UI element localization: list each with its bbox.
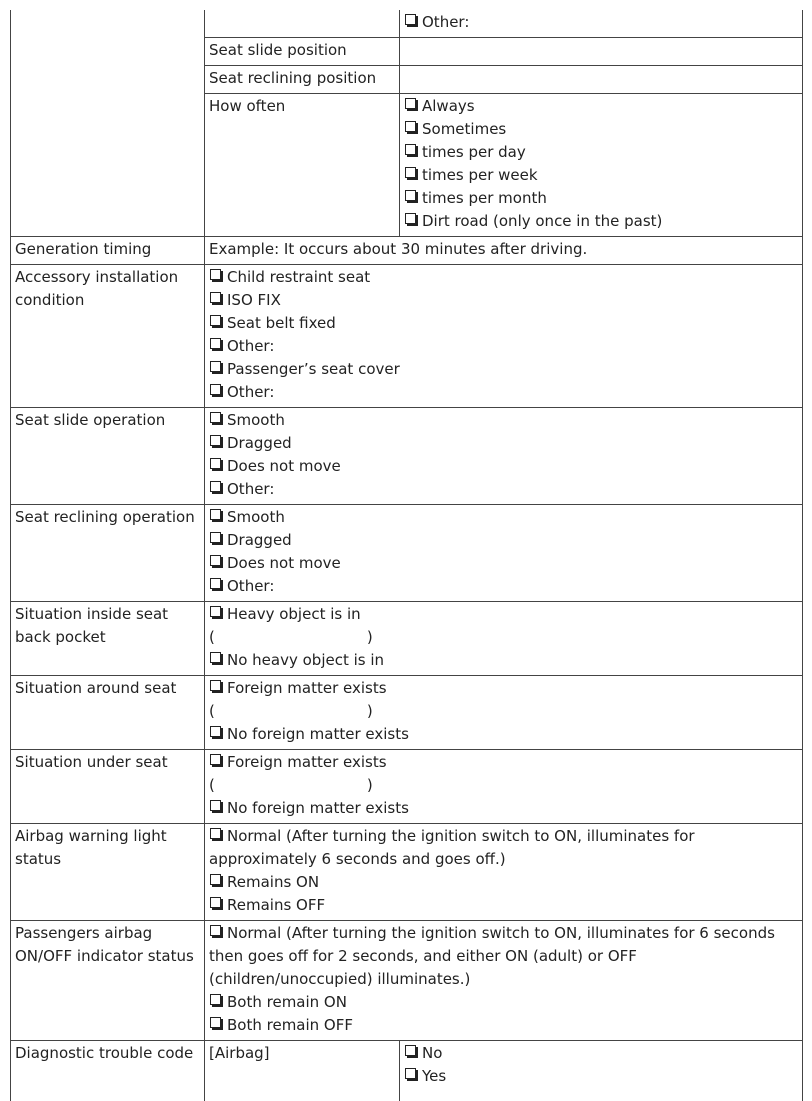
checkbox-icon[interactable] bbox=[210, 555, 221, 566]
checkbox-icon[interactable] bbox=[405, 1045, 416, 1056]
passenger-airbag-row bbox=[11, 921, 803, 1041]
passenger-airbag-label: Passengers airbag ON/OFF indicator status bbox=[11, 921, 205, 1041]
option-normal: Normal (After turning the ignition switch to ON, illuminates for 6 seconds then goes off for 2 seconds, and either ON (adult) or OFF (children/unoccupied) illuminates.) bbox=[209, 924, 775, 988]
detail-parenthesis[interactable]: ( ) bbox=[209, 700, 798, 723]
option-no-heavy-object: No heavy object is in bbox=[227, 651, 384, 669]
option-foreign-matter-exists: Foreign matter exists bbox=[227, 679, 387, 697]
checkbox-icon[interactable] bbox=[210, 458, 221, 469]
checkbox-icon[interactable] bbox=[210, 1017, 221, 1028]
option-does-not-move: Does not move bbox=[227, 554, 341, 572]
option-heavy-object-in: Heavy object is in bbox=[227, 605, 361, 623]
checkbox-label: Other: bbox=[422, 13, 469, 31]
option-does-not-move: Does not move bbox=[227, 457, 341, 475]
checkbox-icon[interactable] bbox=[210, 269, 221, 280]
airbag-warning-row bbox=[11, 824, 803, 921]
option-other: Other: bbox=[227, 383, 274, 401]
detail-parenthesis[interactable]: ( ) bbox=[209, 626, 798, 649]
option-seat-belt-fixed: Seat belt fixed bbox=[227, 314, 336, 332]
checkbox-icon[interactable] bbox=[210, 435, 221, 446]
checkbox-icon[interactable] bbox=[405, 121, 416, 132]
seat-slide-position-value[interactable] bbox=[400, 38, 803, 66]
seat-usage-other-spacer bbox=[205, 10, 400, 38]
option-normal: Normal (After turning the ignition switch to ON, illuminates for approximately 6 seconds and goes off.) bbox=[209, 827, 695, 868]
seat-usage-other-cell bbox=[400, 10, 803, 38]
checkbox-icon[interactable] bbox=[210, 532, 221, 543]
checkbox-icon[interactable] bbox=[210, 925, 221, 936]
checkbox-icon[interactable] bbox=[210, 315, 221, 326]
checkbox-icon[interactable] bbox=[210, 680, 221, 691]
checkbox-icon[interactable] bbox=[405, 167, 416, 178]
accessory-label: Accessory installation condition bbox=[11, 265, 205, 408]
checkbox-icon[interactable] bbox=[405, 190, 416, 201]
option-both-remain-on: Both remain ON bbox=[227, 993, 347, 1011]
seat-usage-continued-cell bbox=[11, 10, 205, 237]
seat-reclining-position-value[interactable] bbox=[400, 66, 803, 94]
option-iso-fix: ISO FIX bbox=[227, 291, 281, 309]
around-seat-label: Situation around seat bbox=[11, 676, 205, 750]
option-no-foreign-matter: No foreign matter exists bbox=[227, 725, 409, 743]
under-seat-options bbox=[205, 750, 803, 824]
inspection-form-table bbox=[10, 10, 803, 1101]
seat-slide-operation-label: Seat slide operation bbox=[11, 408, 205, 505]
checkbox-icon[interactable] bbox=[210, 481, 221, 492]
checkbox-icon[interactable] bbox=[405, 14, 416, 25]
under-seat-row bbox=[11, 750, 803, 824]
checkbox-icon[interactable] bbox=[405, 144, 416, 155]
how-often-label: How often bbox=[205, 94, 400, 237]
checkbox-icon[interactable] bbox=[210, 509, 221, 520]
checkbox-icon[interactable] bbox=[210, 412, 221, 423]
around-seat-options bbox=[205, 676, 803, 750]
checkbox-icon[interactable] bbox=[405, 213, 416, 224]
option-sometimes: Sometimes bbox=[422, 120, 506, 138]
option-times-per-week: times per week bbox=[422, 166, 538, 184]
seat-reclining-operation-row bbox=[11, 505, 803, 602]
passenger-airbag-options bbox=[205, 921, 803, 1041]
checkbox-icon[interactable] bbox=[210, 384, 221, 395]
checkbox-icon[interactable] bbox=[210, 994, 221, 1005]
seat-reclining-position-label: Seat reclining position bbox=[205, 66, 400, 94]
option-child-restraint-seat: Child restraint seat bbox=[227, 268, 370, 286]
option-smooth: Smooth bbox=[227, 411, 285, 429]
airbag-warning-label: Airbag warning light status bbox=[11, 824, 205, 921]
seat-usage-row bbox=[11, 10, 803, 38]
option-yes: Yes bbox=[422, 1067, 446, 1085]
checkbox-icon[interactable] bbox=[210, 754, 221, 765]
seat-reclining-operation-label: Seat reclining operation bbox=[11, 505, 205, 602]
how-often-options bbox=[400, 94, 803, 237]
option-no: No bbox=[422, 1044, 442, 1062]
option-remains-off: Remains OFF bbox=[227, 896, 325, 914]
option-dragged: Dragged bbox=[227, 434, 292, 452]
seat-slide-operation-row bbox=[11, 408, 803, 505]
checkbox-icon[interactable] bbox=[210, 726, 221, 737]
checkbox-icon[interactable] bbox=[210, 361, 221, 372]
option-remains-on: Remains ON bbox=[227, 873, 319, 891]
dtc-row bbox=[11, 1041, 803, 1101]
option-both-remain-off: Both remain OFF bbox=[227, 1016, 353, 1034]
detail-parenthesis[interactable]: ( ) bbox=[209, 774, 798, 797]
option-dirt-road: Dirt road (only once in the past) bbox=[422, 212, 662, 230]
seat-back-pocket-options bbox=[205, 602, 803, 676]
dtc-options bbox=[400, 1041, 803, 1101]
option-foreign-matter-exists: Foreign matter exists bbox=[227, 753, 387, 771]
seat-reclining-operation-options bbox=[205, 505, 803, 602]
airbag-warning-options bbox=[205, 824, 803, 921]
around-seat-row bbox=[11, 676, 803, 750]
checkbox-icon[interactable] bbox=[210, 292, 221, 303]
checkbox-icon[interactable] bbox=[210, 874, 221, 885]
seat-back-pocket-row bbox=[11, 602, 803, 676]
under-seat-label: Situation under seat bbox=[11, 750, 205, 824]
checkbox-icon[interactable] bbox=[405, 1068, 416, 1079]
checkbox-icon[interactable] bbox=[210, 897, 221, 908]
option-passenger-seat-cover: Passenger’s seat cover bbox=[227, 360, 400, 378]
checkbox-icon[interactable] bbox=[405, 98, 416, 109]
accessory-row bbox=[11, 265, 803, 408]
accessory-options bbox=[205, 265, 803, 408]
generation-timing-value[interactable]: Example: It occurs about 30 minutes after driving. bbox=[205, 237, 803, 265]
checkbox-icon[interactable] bbox=[210, 652, 221, 663]
checkbox-icon[interactable] bbox=[210, 800, 221, 811]
option-other: Other: bbox=[227, 480, 274, 498]
option-no-foreign-matter: No foreign matter exists bbox=[227, 799, 409, 817]
option-times-per-day: times per day bbox=[422, 143, 526, 161]
generation-timing-label: Generation timing bbox=[11, 237, 205, 265]
dtc-system: [Airbag] bbox=[205, 1041, 400, 1101]
seat-back-pocket-label: Situation inside seat back pocket bbox=[11, 602, 205, 676]
seat-slide-position-label: Seat slide position bbox=[205, 38, 400, 66]
option-always: Always bbox=[422, 97, 475, 115]
checkbox-icon[interactable] bbox=[210, 606, 221, 617]
checkbox-icon[interactable] bbox=[210, 828, 221, 839]
option-other: Other: bbox=[227, 337, 274, 355]
generation-timing-row bbox=[11, 237, 803, 265]
checkbox-icon[interactable] bbox=[210, 338, 221, 349]
checkbox-icon[interactable] bbox=[210, 578, 221, 589]
option-smooth: Smooth bbox=[227, 508, 285, 526]
option-other: Other: bbox=[227, 577, 274, 595]
option-dragged: Dragged bbox=[227, 531, 292, 549]
dtc-label: Diagnostic trouble code bbox=[11, 1041, 205, 1101]
option-times-per-month: times per month bbox=[422, 189, 547, 207]
seat-slide-operation-options bbox=[205, 408, 803, 505]
